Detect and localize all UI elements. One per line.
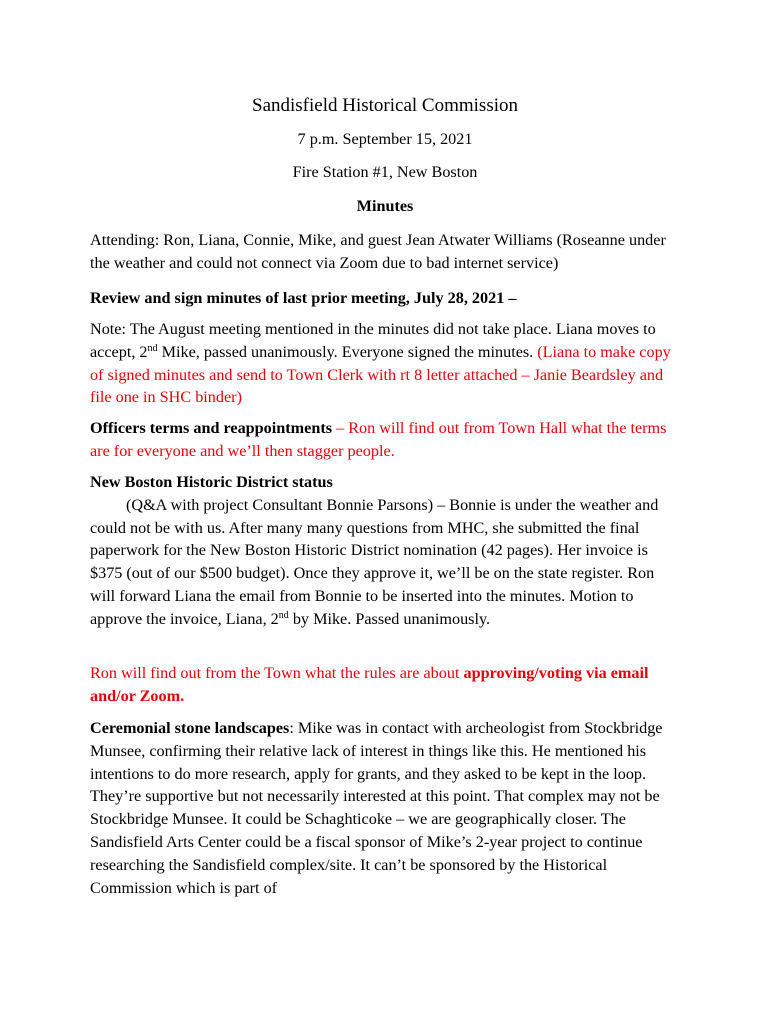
ceremonial-stone-text: : Mike was in contact with archeologist from Stockbridge Munsee, confirming their relative lack of interest in things like this. He mentioned his intentions to do more research, apply for grants, and they asked to be kept in the loop. They’re supportive but not necessarily interested at this point. That complex may not be Stockbridge Munsee. It could be Schaghticoke – we are geographically closer. The Sandisfield Arts Center could be a fiscal sponsor of Mike’s 2-year project to continue researching the Sandisfield complex/site. It can’t be sponsored by the Historical Commission which is part of bbox=[90, 719, 663, 897]
zoom-rules-text: Ron will find out from the Town what the rules are about bbox=[90, 664, 464, 682]
ceremonial-stone-paragraph bbox=[90, 717, 680, 899]
officers-paragraph bbox=[90, 417, 680, 463]
historic-district-heading: New Boston Historic District status bbox=[90, 473, 333, 491]
historic-district-text-cont: by Mike. Passed unanimously. bbox=[288, 609, 491, 628]
review-heading bbox=[90, 287, 680, 310]
officers-action-item: – Ron will find out from Town Hall what the terms are for everyone and we’ll then stagger people. bbox=[90, 419, 667, 460]
review-note-text: Note: The August meeting mentioned in the minutes did not take place. Liana moves to accept, 2 bbox=[90, 320, 656, 361]
historic-district-superscript: nd bbox=[278, 609, 289, 621]
officers-heading: Officers terms and reappointments bbox=[90, 419, 333, 437]
ceremonial-stone-heading: Ceremonial stone landscapes bbox=[90, 719, 290, 737]
historic-district-text: (Q&A with project Consultant Bonnie Parsons) – Bonnie is under the weather and could not be with us. After many many questions from MHC, she submitted the final paperwork for the New Boston Historic District nomination (42 pages). Her invoice is $375 (out of our $500 budget). Once they approve it, we’ll be on the state register. Ron will forward Liana the email from Bonnie to be inserted into the minutes. Motion to approve the invoice, Liana, 2 bbox=[90, 495, 659, 628]
meeting-location: Fire Station #1, New Boston bbox=[292, 163, 478, 181]
meeting-datetime: 7 p.m. September 15, 2021 bbox=[297, 130, 473, 148]
review-note-text-cont: Mike, passed unanimously. Everyone signed the minutes. bbox=[157, 342, 534, 361]
zoom-rules-paragraph bbox=[90, 662, 680, 708]
zoom-rules-bold: approving/voting via email and/or Zoom. bbox=[90, 664, 649, 705]
historic-district-paragraph bbox=[90, 494, 680, 631]
review-note-paragraph bbox=[90, 318, 680, 409]
document-title: Sandisfield Historical Commission bbox=[252, 95, 518, 116]
review-heading-text: Review and sign minutes of last prior meeting, July 28, 2021 – bbox=[90, 289, 517, 307]
attendance-paragraph: Attending: Ron, Liana, Connie, Mike, and guest Jean Atwater Williams (Roseanne under the weather and could not connect via Zoom due to bad internet service) bbox=[90, 231, 666, 272]
doc-type-heading: Minutes bbox=[356, 197, 414, 215]
review-action-item: (Liana to make copy of signed minutes and send to Town Clerk with rt 8 letter attached – Janie Beardsley and file one in SHC binder) bbox=[90, 342, 671, 407]
historic-district-section bbox=[90, 471, 680, 631]
review-note-superscript: nd bbox=[147, 342, 158, 354]
